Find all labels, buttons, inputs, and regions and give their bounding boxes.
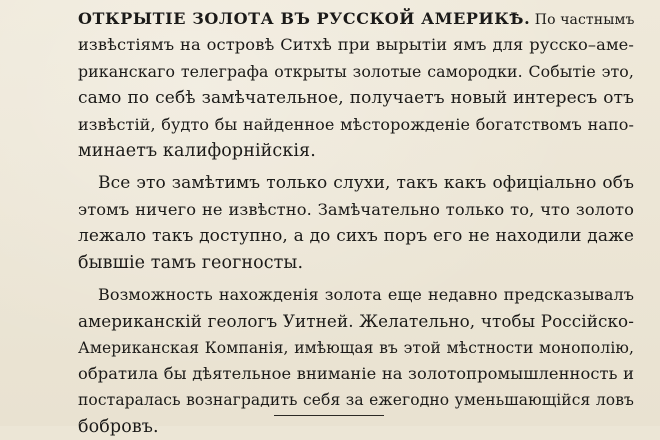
- article-line: лежало такъ доступно, а до сихъ поръ его не находили даже: [78, 226, 634, 247]
- article-line: этомъ ничего не извѣстно. Замѣчательно только то, что золото: [78, 199, 634, 219]
- article-line: американскій геологъ Уитней. Желательно, чтобы Россійско-: [78, 311, 634, 332]
- article-line: бобровъ.: [78, 416, 159, 437]
- article-body: [78, 6, 634, 440]
- article-line: минаетъ калифорнійскія.: [78, 140, 316, 161]
- article-line: Все это замѣтимъ только слухи, такъ какъ офиціально объ: [98, 173, 634, 194]
- article-text: По частнымъ: [530, 12, 635, 28]
- article-line: риканскаго телеграфа открыты золотые самородки. Событіе это,: [78, 61, 634, 81]
- article-line: бывшіе тамъ геогносты.: [78, 252, 304, 273]
- article-line: обратила бы дѣятельное вниманіе на золотопромышленность и: [78, 364, 634, 384]
- article-line: Возможность нахожденія золота еще недавно предсказывалъ: [98, 284, 634, 304]
- article-line: [78, 6, 634, 32]
- article-line: постаралась вознаградить себя за ежегодно уменьшающійся ловъ: [78, 391, 634, 410]
- article-line: извѣстіямъ на островѣ Ситхѣ при вырытіи ямъ для русско–аме-: [78, 35, 634, 55]
- section-divider-rule: [274, 415, 384, 416]
- article-headline: ОТКРЫТІЕ ЗОЛОТА ВЪ РУССКОЙ АМЕРИКѢ.: [78, 9, 531, 28]
- article-line: само по себѣ замѣчательное, получаетъ новый интересъ отъ: [78, 88, 634, 109]
- article-line: извѣстій, будто бы найденное мѣсторожденіе богатствомъ напо-: [78, 114, 634, 134]
- article-line: Американская Компанія, имѣющая въ этой мѣстности монополію,: [78, 338, 634, 357]
